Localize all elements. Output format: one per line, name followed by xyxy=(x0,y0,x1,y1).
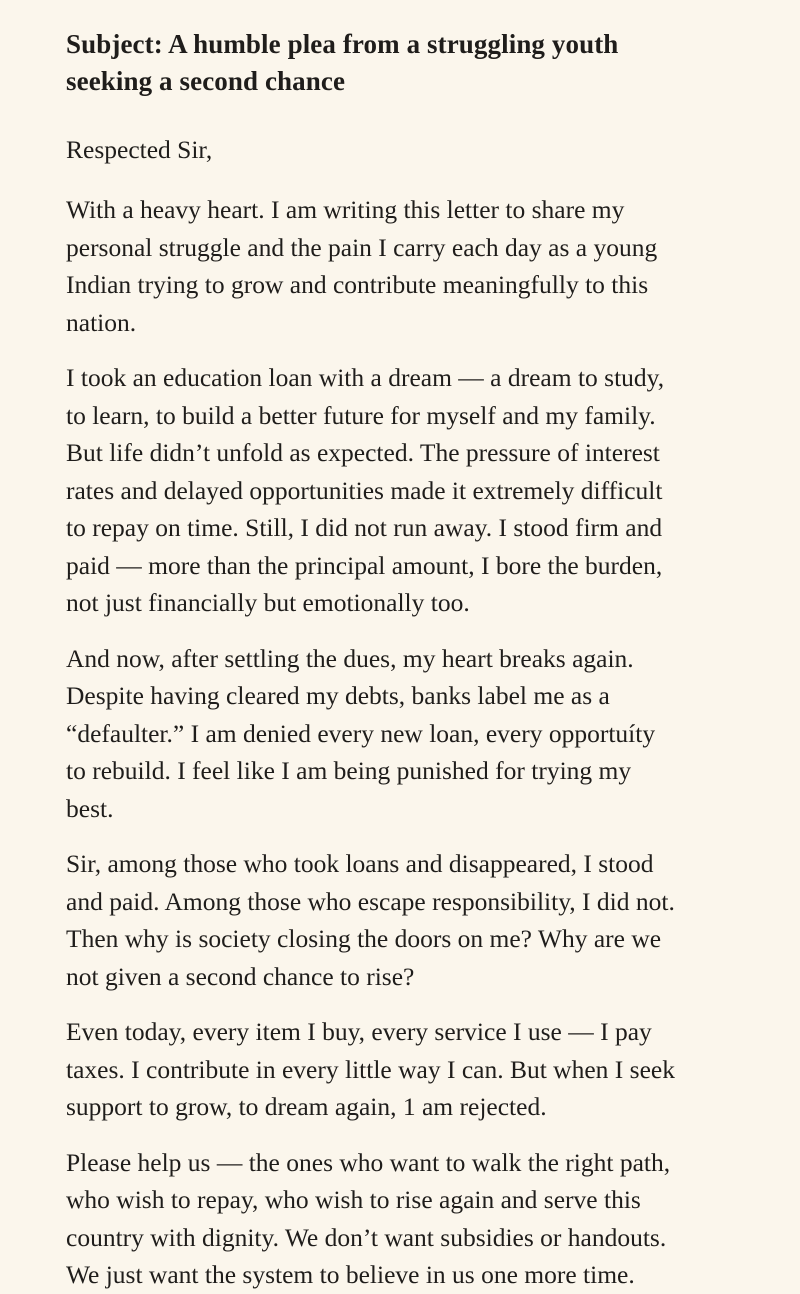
text-line: I took an education loan with a dream — a dream to study, xyxy=(66,363,665,392)
text-line: support to grow, to dream again, 1 am rejected. xyxy=(66,1092,547,1121)
text-line: With a heavy heart. I am writing this letter to share my xyxy=(66,195,625,224)
text-line: and paid. Among those who escape responsibility, I did not. xyxy=(66,886,675,916)
text-line: country with dignity. We don’t want subsidies or handouts. xyxy=(66,1222,667,1252)
letter-paragraph-3 xyxy=(66,640,760,828)
text-line: Even today, every item I buy, every service I use — I pay xyxy=(66,1017,652,1046)
letter-paragraph-2 xyxy=(66,359,760,622)
text-line: We just want the system to believe in us one more time. xyxy=(66,1260,635,1289)
text-line: personal struggle and the pain I carry each day as a young xyxy=(66,232,658,262)
text-line: Please help us — the ones who want to walk the right path, xyxy=(66,1147,671,1177)
text-line: to repay on time. Still, I did not run away. I stood firm and xyxy=(66,513,663,542)
text-line: Despite having cleared my debts, banks label me as a xyxy=(66,681,610,710)
letter-paragraph-6 xyxy=(66,1144,760,1294)
letter-paragraph-4 xyxy=(66,845,760,995)
letter-subject xyxy=(66,26,760,100)
text-line: best. xyxy=(66,793,114,823)
text-line: to rebuild. I feel like I am being punished for trying my xyxy=(66,756,632,785)
letter-greeting: Respected Sir, xyxy=(66,135,213,164)
text-line: to learn, to build a better future for myself and my family. xyxy=(66,400,656,430)
text-line: “defaulter.” I am denied every new loan, every opportuíty xyxy=(66,718,656,748)
text-line: Indian trying to grow and contribute meaningfully to this xyxy=(66,270,649,299)
text-line: taxes. I contribute in every little way I can. But when I seek xyxy=(66,1054,675,1084)
letter-paragraph-1 xyxy=(66,191,760,341)
text-line: paid — more than the principal amount, I bore the burden, xyxy=(66,550,663,580)
subject-line: Subject: A humble plea from a struggling youth xyxy=(66,29,619,59)
text-line: But life didn’t unfold as expected. The pressure of interest xyxy=(66,438,660,467)
text-line: And now, after settling the dues, my heart breaks again. xyxy=(66,643,634,673)
text-line: Then why is society closing the doors on me? Why are we xyxy=(66,924,662,953)
letter-paragraph-5 xyxy=(66,1013,760,1126)
text-line: Sir, among those who took loans and disappeared, I stood xyxy=(66,849,654,878)
text-line: nation. xyxy=(66,307,137,337)
text-line: not given a second chance to rise? xyxy=(66,961,415,991)
text-line: rates and delayed opportunities made it extremely difficult xyxy=(66,475,663,505)
text-line: who wish to repay, who wish to rise again and serve this xyxy=(66,1185,641,1214)
subject-line: seeking a second chance xyxy=(66,66,346,96)
text-line: not just financially but emotionally too. xyxy=(66,588,470,617)
